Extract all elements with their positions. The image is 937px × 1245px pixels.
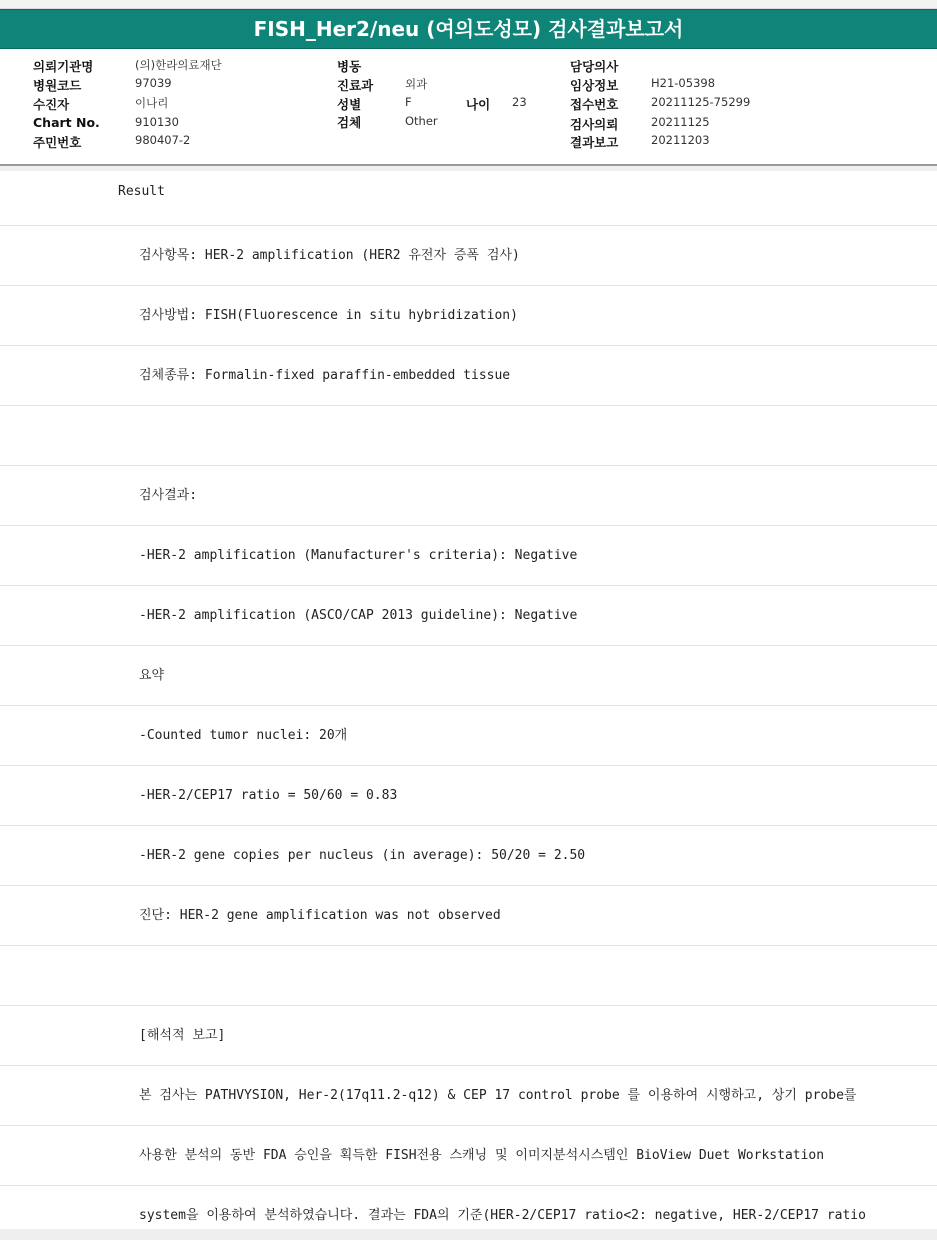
report-title: FISH_Her2/neu (여의도성모) 검사결과보고서: [0, 9, 937, 49]
label-chart-no: Chart No.: [33, 115, 100, 130]
label-result-report: 결과보고: [570, 135, 619, 150]
report-line-text: 검사항목: HER-2 amplification (HER2 유전자 증폭 검사): [139, 248, 520, 263]
report-line-text: -HER-2 amplification (ASCO/CAP 2013 guideline): Negative: [139, 608, 578, 623]
label-department: 진료과: [337, 78, 374, 93]
report-line: [0, 466, 937, 526]
value-receipt-no: 20211125-75299: [651, 95, 751, 109]
label-hospital-code: 병원코드: [33, 78, 82, 93]
value-department: 외과: [405, 77, 428, 91]
value-chart-no: 910130: [135, 115, 179, 129]
label-test-request: 검사의뢰: [570, 117, 619, 132]
patient-info-header: [0, 50, 937, 166]
report-line: [0, 166, 937, 226]
report-line: [0, 1006, 937, 1066]
report-line-text: -HER-2 amplification (Manufacturer's criteria): Negative: [139, 548, 578, 563]
label-ward: 병동: [337, 59, 362, 74]
report-line-text: 사용한 분석의 동반 FDA 승인을 획득한 FISH전용 스캐닝 및 이미지분석시스템인 BioView Duet Workstation: [139, 1148, 825, 1163]
top-border: [0, 0, 937, 9]
report-line: [0, 226, 937, 286]
report-line: [0, 286, 937, 346]
report-line-text: 요약: [139, 668, 165, 683]
value-institution: (의)한라의료재단: [135, 58, 222, 72]
report-line-text: 본 검사는 PATHVYSION, Her-2(17q11.2-q12) & CEP 17 control probe 를 이용하여 시행하고, 상기 probe를: [139, 1088, 857, 1103]
label-sex: 성별: [337, 97, 362, 112]
report-line-text: system을 이용하여 분석하였습니다. 결과는 FDA의 기준(HER-2/CEP17 ratio<2: negative, HER-2/CEP17 ratio: [139, 1208, 866, 1223]
report-line: [0, 586, 937, 646]
report-line-text: -HER-2/CEP17 ratio = 50/60 = 0.83: [139, 788, 398, 803]
report-line: [0, 1126, 937, 1186]
report-line-text: Result: [118, 184, 165, 199]
report-line: [0, 946, 937, 1006]
label-patient: 수진자: [33, 97, 70, 112]
report-line-text: 검사결과:: [139, 488, 198, 503]
report-line-text: -HER-2 gene copies per nucleus (in average): 50/20 = 2.50: [139, 848, 586, 863]
label-doctor: 담당의사: [570, 59, 619, 74]
report-line-text: 진단: HER-2 gene amplification was not observed: [139, 908, 501, 923]
value-specimen: Other: [405, 114, 438, 128]
report-line-text: 검사방법: FISH(Fluorescence in situ hybridization): [139, 308, 518, 323]
label-clinical-info: 임상정보: [570, 78, 619, 93]
report-line: [0, 646, 937, 706]
report-line: [0, 706, 937, 766]
value-test-request: 20211125: [651, 115, 710, 129]
report-line: [0, 526, 937, 586]
value-sex: F: [405, 95, 412, 109]
label-specimen: 검체: [337, 115, 362, 130]
value-age: 23: [512, 95, 527, 109]
label-receipt-no: 접수번호: [570, 97, 619, 112]
report-line: [0, 826, 937, 886]
report-line: [0, 1066, 937, 1126]
report-body: [0, 166, 937, 1245]
report-line-text: -Counted tumor nuclei: 20개: [139, 728, 348, 743]
label-age: 나이: [466, 97, 491, 112]
value-clinical-info: H21-05398: [651, 76, 716, 90]
value-resident-no: 980407-2: [135, 133, 191, 147]
report-line: [0, 346, 937, 406]
report-line: [0, 886, 937, 946]
bottom-scroll-edge: [0, 1229, 937, 1240]
value-result-report: 20211203: [651, 133, 710, 147]
label-institution: 의뢰기관명: [33, 59, 94, 74]
value-hospital-code: 97039: [135, 76, 172, 90]
label-resident-no: 주민번호: [33, 135, 82, 150]
report-line-text: 검체종류: Formalin-fixed paraffin-embedded tissue: [139, 368, 511, 383]
value-patient: 이나리: [135, 96, 169, 110]
report-line: [0, 406, 937, 466]
report-line-text: [해석적 보고]: [139, 1028, 226, 1043]
report-line: [0, 766, 937, 826]
